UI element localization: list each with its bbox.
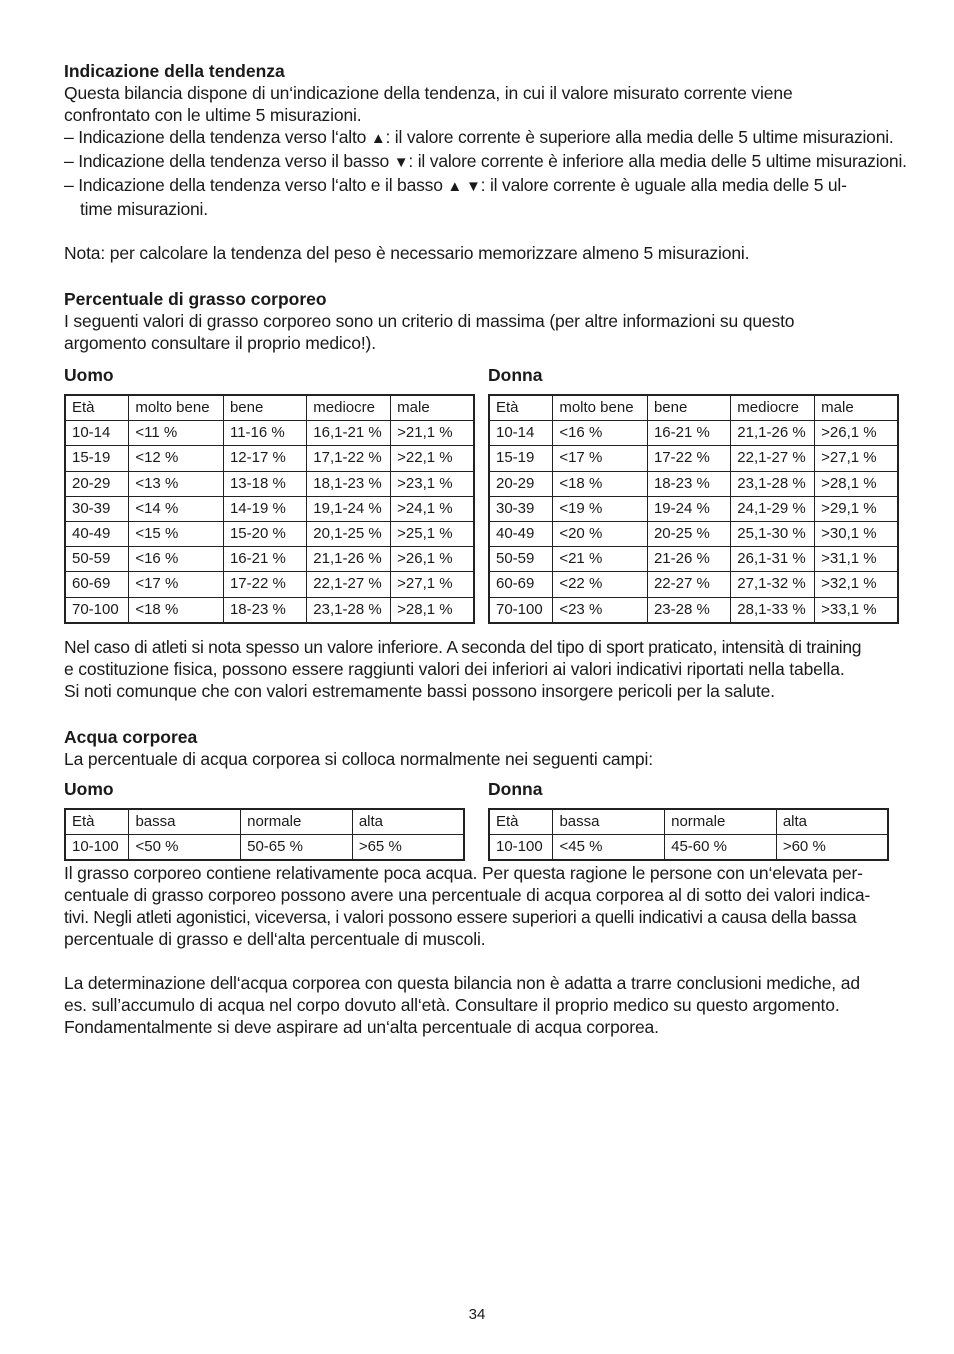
water-women-title: Donna: [488, 779, 543, 799]
page-content: [64, 60, 907, 1038]
table-row: [65, 496, 474, 521]
table-cell: >23,1 %: [391, 471, 474, 496]
table-row: [65, 835, 464, 861]
athletes-line-1: Nel caso di atleti si nota spesso un valore inferiore. A seconda del tipo di sport praticato, intensità di training: [64, 637, 862, 657]
table-cell: 30-39: [65, 496, 129, 521]
table-cell: 16,1-21 %: [307, 421, 391, 446]
trend-heading: Indicazione della tendenza: [64, 61, 285, 81]
table-header-cell: mediocre: [731, 395, 815, 421]
water-para1-line-2: centuale di grasso corporeo possono avere una percentuale di acqua corporea al di sotto dei valori indica-: [64, 885, 871, 905]
table-cell: 30-39: [489, 496, 553, 521]
table-header-cell: molto bene: [553, 395, 648, 421]
water-tables: [64, 778, 894, 862]
table-cell: <11 %: [129, 421, 224, 446]
table-cell: 17-22 %: [647, 446, 730, 471]
table-cell: 18-23 %: [223, 597, 306, 623]
table-cell: <50 %: [129, 835, 241, 861]
table-header-cell: Età: [65, 395, 129, 421]
water-women-block: [488, 778, 889, 861]
table-cell: <21 %: [553, 547, 648, 572]
page-number: 34: [468, 1306, 486, 1323]
table-cell: 50-59: [489, 547, 553, 572]
trend-item-up-text-2: : il valore corrente è superiore alla media delle 5 ultime misurazioni.: [385, 127, 894, 147]
table-row: [489, 446, 898, 471]
table-header-cell: bassa: [129, 809, 241, 835]
table-cell: >65 %: [352, 835, 464, 861]
fat-men-title: Uomo: [64, 365, 114, 385]
trend-item-down-text: – Indicazione della tendenza verso il basso: [64, 151, 394, 171]
table-cell: 45-60 %: [665, 835, 777, 861]
table-cell: 15-19: [65, 446, 129, 471]
table-cell: >24,1 %: [391, 496, 474, 521]
table-header-cell: bassa: [553, 809, 665, 835]
trend-item-both: [64, 174, 894, 220]
table-cell: 21-26 %: [647, 547, 730, 572]
table-header-cell: Età: [65, 809, 129, 835]
table-cell: 21,1-26 %: [307, 547, 391, 572]
table-row: [489, 572, 898, 597]
table-cell: 16-21 %: [647, 421, 730, 446]
table-cell: 26,1-31 %: [731, 547, 815, 572]
table-cell: 40-49: [489, 521, 553, 546]
table-cell: 50-65 %: [241, 835, 353, 861]
table-cell: <19 %: [553, 496, 648, 521]
table-cell: 70-100: [65, 597, 129, 623]
table-row: [489, 421, 898, 446]
table-cell: 12-17 %: [223, 446, 306, 471]
table-cell: >32,1 %: [815, 572, 898, 597]
table-cell: >28,1 %: [815, 471, 898, 496]
table-row: [65, 521, 474, 546]
table-cell: 10-100: [65, 835, 129, 861]
table-cell: 13-18 %: [223, 471, 306, 496]
table-cell: <20 %: [553, 521, 648, 546]
table-header-cell: normale: [665, 809, 777, 835]
table-cell: 24,1-29 %: [731, 496, 815, 521]
water-para2-line-1: La determinazione dell‘acqua corporea con questa bilancia non è adatta a trarre conclusioni mediche, ad: [64, 973, 860, 993]
table-cell: 10-14: [65, 421, 129, 446]
table-header-cell: Età: [489, 809, 553, 835]
table-header-cell: bene: [647, 395, 730, 421]
table-cell: 23,1-28 %: [307, 597, 391, 623]
table-header-row: [489, 809, 888, 835]
table-cell: 18,1-23 %: [307, 471, 391, 496]
table-cell: 20,1-25 %: [307, 521, 391, 546]
table-cell: 19-24 %: [647, 496, 730, 521]
table-cell: 18-23 %: [647, 471, 730, 496]
table-cell: >29,1 %: [815, 496, 898, 521]
table-cell: <18 %: [129, 597, 224, 623]
arrow-up-down-icon: ▲ ▼: [447, 178, 481, 195]
trend-item-both-text-2: : il valore corrente è uguale alla media delle 5 ul-: [480, 175, 847, 195]
table-header-row: [65, 809, 464, 835]
water-para1-line-1: Il grasso corporeo contiene relativamente poca acqua. Per questa ragione le persone con un‘elevata per-: [64, 863, 863, 883]
table-cell: 22,1-27 %: [731, 446, 815, 471]
fat-women-title: Donna: [488, 365, 543, 385]
table-header-row: [489, 395, 898, 421]
table-cell: 25,1-30 %: [731, 521, 815, 546]
trend-item-up: [64, 126, 894, 150]
table-cell: 60-69: [65, 572, 129, 597]
table-header-cell: male: [391, 395, 474, 421]
water-para2-line-2: es. sull’accumulo di acqua nel corpo dovuto all‘età. Consultare il proprio medico su questo argomento.: [64, 995, 840, 1015]
athletes-line-3: Si noti comunque che con valori estremamente bassi possono insorgere pericoli per la salute.: [64, 681, 775, 701]
table-cell: 10-100: [489, 835, 553, 861]
table-header-cell: bene: [223, 395, 306, 421]
table-cell: 19,1-24 %: [307, 496, 391, 521]
table-cell: 22-27 %: [647, 572, 730, 597]
table-row: [65, 446, 474, 471]
athletes-line-2: e costituzione fisica, possono essere raggiunti valori dei inferiori ai valori indicativi riportati nella tabella.: [64, 659, 845, 679]
table-header-row: [65, 395, 474, 421]
table-cell: 28,1-33 %: [731, 597, 815, 623]
water-heading: Acqua corporea: [64, 727, 198, 747]
water-para2-line-3: Fondamentalmente si deve aspirare ad un‘alta percentuale di acqua corporea.: [64, 1017, 659, 1037]
fat-women-block: [488, 364, 899, 624]
table-cell: <15 %: [129, 521, 224, 546]
table-cell: 17,1-22 %: [307, 446, 391, 471]
table-cell: >26,1 %: [815, 421, 898, 446]
fat-heading: Percentuale di grasso corporeo: [64, 289, 327, 309]
table-header-cell: normale: [241, 809, 353, 835]
table-cell: 15-19: [489, 446, 553, 471]
water-women-table: [488, 808, 889, 861]
trend-note: Nota: per calcolare la tendenza del peso è necessario memorizzare almeno 5 misurazioni.: [64, 243, 750, 263]
table-cell: <16 %: [129, 547, 224, 572]
water-intro: La percentuale di acqua corporea si colloca normalmente nei seguenti campi:: [64, 749, 653, 769]
trend-item-both-text: – Indicazione della tendenza verso l‘alto e il basso: [64, 175, 448, 195]
water-men-table: [64, 808, 465, 861]
table-cell: 23,1-28 %: [731, 471, 815, 496]
fat-men-table: [64, 394, 475, 624]
table-cell: <45 %: [553, 835, 665, 861]
table-cell: 20-29: [65, 471, 129, 496]
table-row: [489, 471, 898, 496]
table-cell: <14 %: [129, 496, 224, 521]
table-row: [489, 496, 898, 521]
trend-item-up-text: – Indicazione della tendenza verso l‘alto: [64, 127, 371, 147]
trend-item-down-text-2: : il valore corrente è inferiore alla media delle 5 ultime misurazioni.: [408, 151, 907, 171]
table-cell: 14-19 %: [223, 496, 306, 521]
table-cell: 17-22 %: [223, 572, 306, 597]
table-row: [489, 835, 888, 861]
arrow-down-icon: ▼: [393, 154, 409, 171]
trend-intro-line-2: confrontato con le ultime 5 misurazioni.: [64, 105, 362, 125]
table-cell: 15-20 %: [223, 521, 306, 546]
table-cell: 22,1-27 %: [307, 572, 391, 597]
water-para1-line-3: tivi. Negli atleti agonistici, viceversa, i valori possono essere superiori a quelli indicativi a causa della bassa: [64, 907, 857, 927]
table-cell: >25,1 %: [391, 521, 474, 546]
table-cell: >27,1 %: [815, 446, 898, 471]
table-cell: <17 %: [129, 572, 224, 597]
table-cell: >28,1 %: [391, 597, 474, 623]
table-cell: <22 %: [553, 572, 648, 597]
fat-women-table: [488, 394, 899, 624]
table-cell: >60 %: [776, 835, 888, 861]
table-row: [65, 547, 474, 572]
table-header-cell: alta: [776, 809, 888, 835]
table-row: [65, 597, 474, 623]
table-row: [65, 572, 474, 597]
water-men-block: [64, 778, 465, 861]
table-cell: <12 %: [129, 446, 224, 471]
table-cell: 20-25 %: [647, 521, 730, 546]
trend-item-both-continuation: time misurazioni.: [80, 199, 208, 219]
table-cell: 11-16 %: [223, 421, 306, 446]
table-cell: >27,1 %: [391, 572, 474, 597]
table-cell: 21,1-26 %: [731, 421, 815, 446]
table-header-cell: alta: [352, 809, 464, 835]
table-cell: >26,1 %: [391, 547, 474, 572]
table-cell: 70-100: [489, 597, 553, 623]
water-para1-line-4: percentuale di grasso e dell‘alta percentuale di muscoli.: [64, 929, 486, 949]
table-cell: 27,1-32 %: [731, 572, 815, 597]
fat-men-block: [64, 364, 475, 624]
table-cell: >21,1 %: [391, 421, 474, 446]
table-cell: <16 %: [553, 421, 648, 446]
trend-item-down: [64, 150, 907, 174]
table-cell: >30,1 %: [815, 521, 898, 546]
table-row: [489, 521, 898, 546]
table-cell: >33,1 %: [815, 597, 898, 623]
trend-intro-line-1: Questa bilancia dispone di un‘indicazione della tendenza, in cui il valore misurato corrente viene: [64, 83, 793, 103]
table-row: [489, 597, 898, 623]
arrow-up-icon: ▲: [370, 130, 386, 147]
table-cell: 23-28 %: [647, 597, 730, 623]
table-cell: 10-14: [489, 421, 553, 446]
table-row: [65, 421, 474, 446]
table-cell: 16-21 %: [223, 547, 306, 572]
table-cell: 40-49: [65, 521, 129, 546]
table-cell: 60-69: [489, 572, 553, 597]
table-header-cell: molto bene: [129, 395, 224, 421]
fat-intro-line-2: argomento consultare il proprio medico!).: [64, 333, 376, 353]
water-men-title: Uomo: [64, 779, 114, 799]
table-cell: >31,1 %: [815, 547, 898, 572]
table-cell: >22,1 %: [391, 446, 474, 471]
table-cell: <17 %: [553, 446, 648, 471]
fat-tables: [64, 364, 894, 624]
table-header-cell: mediocre: [307, 395, 391, 421]
table-cell: <18 %: [553, 471, 648, 496]
table-cell: 20-29: [489, 471, 553, 496]
table-header-cell: Età: [489, 395, 553, 421]
table-row: [65, 471, 474, 496]
table-cell: 50-59: [65, 547, 129, 572]
fat-intro-line-1: I seguenti valori di grasso corporeo sono un criterio di massima (per altre informazioni su questo: [64, 311, 795, 331]
table-cell: <13 %: [129, 471, 224, 496]
table-cell: <23 %: [553, 597, 648, 623]
table-row: [489, 547, 898, 572]
table-header-cell: male: [815, 395, 898, 421]
